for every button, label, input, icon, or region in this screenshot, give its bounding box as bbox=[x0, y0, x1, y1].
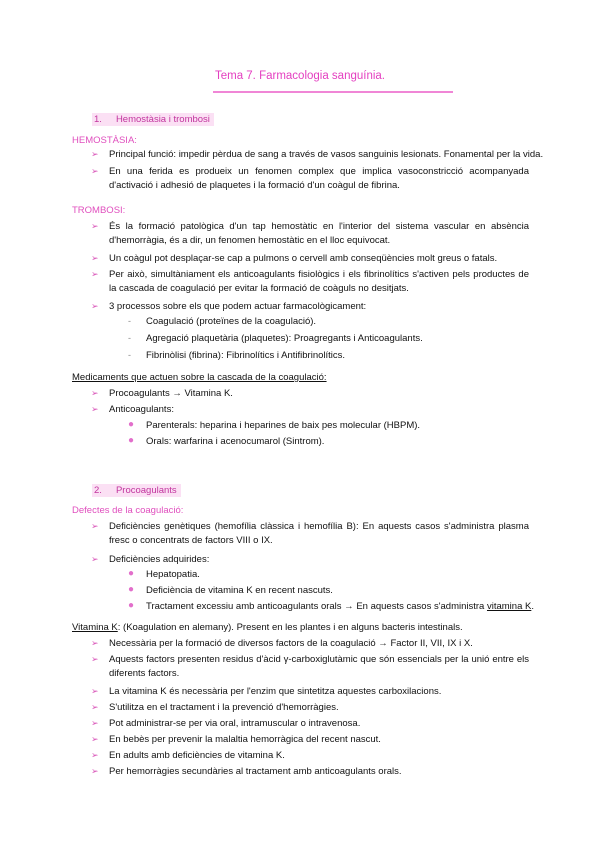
trombosi-item-1: És la formació patològica d'un tap hemostàtic en l'interior del sistema vascular en absència d'hemorràgia, és a dir, un fenomen hemostàtic en el lloc equivocat. bbox=[109, 221, 529, 246]
vitamina-item-1: Necessària per la formació de diversos factors de la coagulació → Factor II, VII, IX i X. bbox=[109, 638, 473, 649]
defectes-subitem-3 bbox=[146, 600, 534, 614]
dot-bullet-icon: ● bbox=[128, 435, 135, 446]
defectes-subitem-3-text: Tractament excessiu amb anticoagulants orals → En aquests casos s'administra bbox=[146, 601, 487, 612]
dot-bullet-icon: ● bbox=[128, 419, 135, 430]
arrow-bullet-icon: ➢ bbox=[91, 221, 99, 231]
vitamina-k-term: Vitamina K bbox=[72, 622, 118, 633]
arrow-bullet-icon: ➢ bbox=[91, 750, 99, 760]
title-underline bbox=[213, 91, 453, 93]
arrow-bullet-icon: ➢ bbox=[91, 718, 99, 728]
medicaments-item-1: Procoagulants → Vitamina K. bbox=[109, 388, 233, 399]
arrow-bullet-icon: ➢ bbox=[91, 734, 99, 744]
hemostasia-item-2: En una ferida es produeix un fenomen complex que implica vasoconstricció acompanyada d'activació i adhesió de plaquetes i la formació d'un coàgul de fibrina. bbox=[109, 166, 529, 191]
trombosi-heading: TROMBOSI: bbox=[72, 205, 126, 216]
arrow-bullet-icon: ➢ bbox=[91, 253, 99, 263]
trombosi-subitem-2: Agregació plaquetària (plaquetes): Proagregants i Anticoagulants. bbox=[146, 333, 423, 344]
trombosi-item-3: Per això, simultàniament els anticoagulants fisiològics i els fibrinolítics s'activen pels productes de la cascada de coagulació per evitar la formació de coàguls no desitjats. bbox=[109, 269, 529, 294]
vitamina-k-link[interactable]: vitamina K bbox=[486, 601, 532, 612]
vitamina-item-7: En adults amb deficiències de vitamina K. bbox=[109, 750, 285, 761]
vitamina-item-2: Aquests factors presenten residus d'àcid γ-carboxiglutàmic que són essencials per la unió entre els diferents factors. bbox=[109, 654, 529, 679]
defectes-heading: Defectes de la coagulació: bbox=[72, 505, 184, 516]
defectes-subitem-1: Hepatopatia. bbox=[146, 569, 200, 580]
vitamina-item-4: S'utilitza en el tractament i la prevenció d'hemorràgies. bbox=[109, 702, 339, 713]
defectes-item-1: Deficiències genètiques (hemofília clàssica i hemofília B): En aquests casos s'administra plasma fresc o concentrats de factors VIII o IX. bbox=[109, 521, 529, 546]
medicaments-heading: Medicaments que actuen sobre la cascada de la coagulació: bbox=[72, 372, 327, 383]
vitamina-item-3: La vitamina K és necessària per l'enzim que sintetitza aquestes carboxilacions. bbox=[109, 686, 442, 697]
defectes-subitem-3-end: . bbox=[531, 601, 534, 612]
arrow-bullet-icon: ➢ bbox=[91, 301, 99, 311]
vitamina-k-paragraph bbox=[72, 621, 463, 635]
arrow-bullet-icon: ➢ bbox=[91, 702, 99, 712]
trombosi-item-4: 3 processos sobre els que podem actuar farmacològicament: bbox=[109, 301, 367, 312]
arrow-bullet-icon: ➢ bbox=[91, 388, 99, 398]
trombosi-subitem-3: Fibrinòlisi (fibrina): Fibrinolítics i Antifibrinolítics. bbox=[146, 350, 346, 361]
arrow-bullet-icon: ➢ bbox=[91, 166, 99, 176]
defectes-item-2: Deficiències adquirides: bbox=[109, 554, 210, 565]
dash-bullet-icon: - bbox=[128, 350, 131, 360]
arrow-bullet-icon: ➢ bbox=[91, 149, 99, 159]
medicaments-subitem-1: Parenterals: heparina i heparines de baix pes molecular (HBPM). bbox=[146, 420, 421, 431]
vitamina-k-intro: : (Koagulation en alemany). Present en les plantes i en alguns bacteris intestinals. bbox=[117, 622, 463, 633]
dot-bullet-icon: ● bbox=[128, 600, 135, 611]
medicaments-item-2: Anticoagulants: bbox=[109, 404, 174, 415]
defectes-subitem-2: Deficiència de vitamina K en recent nascuts. bbox=[146, 585, 333, 596]
arrow-bullet-icon: ➢ bbox=[91, 654, 99, 664]
arrow-bullet-icon: ➢ bbox=[91, 404, 99, 414]
arrow-bullet-icon: ➢ bbox=[91, 554, 99, 564]
dot-bullet-icon: ● bbox=[128, 584, 135, 595]
dash-bullet-icon: - bbox=[128, 333, 131, 343]
section-1-number: 1. bbox=[92, 113, 106, 126]
vitamina-item-5: Pot administrar-se per via oral, intramuscular o intravenosa. bbox=[109, 718, 361, 729]
section-1-heading bbox=[92, 109, 214, 127]
hemostasia-item-1: Principal funció: impedir pèrdua de sang a través de vasos sanguinis lesionats. Fonamental per la vida. bbox=[109, 149, 544, 160]
arrow-bullet-icon: ➢ bbox=[91, 686, 99, 696]
arrow-bullet-icon: ➢ bbox=[91, 766, 99, 776]
dash-bullet-icon: - bbox=[128, 316, 131, 326]
trombosi-item-2: Un coàgul pot desplaçar-se cap a pulmons o cervell amb conseqüències molt greus o fatals. bbox=[109, 253, 498, 264]
dot-bullet-icon: ● bbox=[128, 568, 135, 579]
trombosi-subitem-1: Coagulació (proteïnes de la coagulació). bbox=[146, 316, 317, 327]
medicaments-subitem-2: Orals: warfarina i acenocumarol (Sintrom). bbox=[146, 436, 325, 447]
section-2-heading bbox=[92, 480, 181, 498]
vitamina-item-6: En bebès per prevenir la malaltia hemorràgica del recent nascut. bbox=[109, 734, 381, 745]
hemostasia-heading: HEMOSTÀSIA: bbox=[72, 135, 137, 146]
arrow-bullet-icon: ➢ bbox=[91, 638, 99, 648]
arrow-bullet-icon: ➢ bbox=[91, 269, 99, 279]
section-1-label: Hemostàsia i trombosi bbox=[106, 113, 214, 126]
page-title: Tema 7. Farmacologia sanguínia. bbox=[214, 70, 386, 82]
section-2-label: Procoagulants bbox=[106, 484, 181, 497]
section-2-number: 2. bbox=[92, 484, 106, 497]
vitamina-item-8: Per hemorràgies secundàries al tractament amb anticoagulants orals. bbox=[109, 766, 402, 777]
arrow-bullet-icon: ➢ bbox=[91, 521, 99, 531]
